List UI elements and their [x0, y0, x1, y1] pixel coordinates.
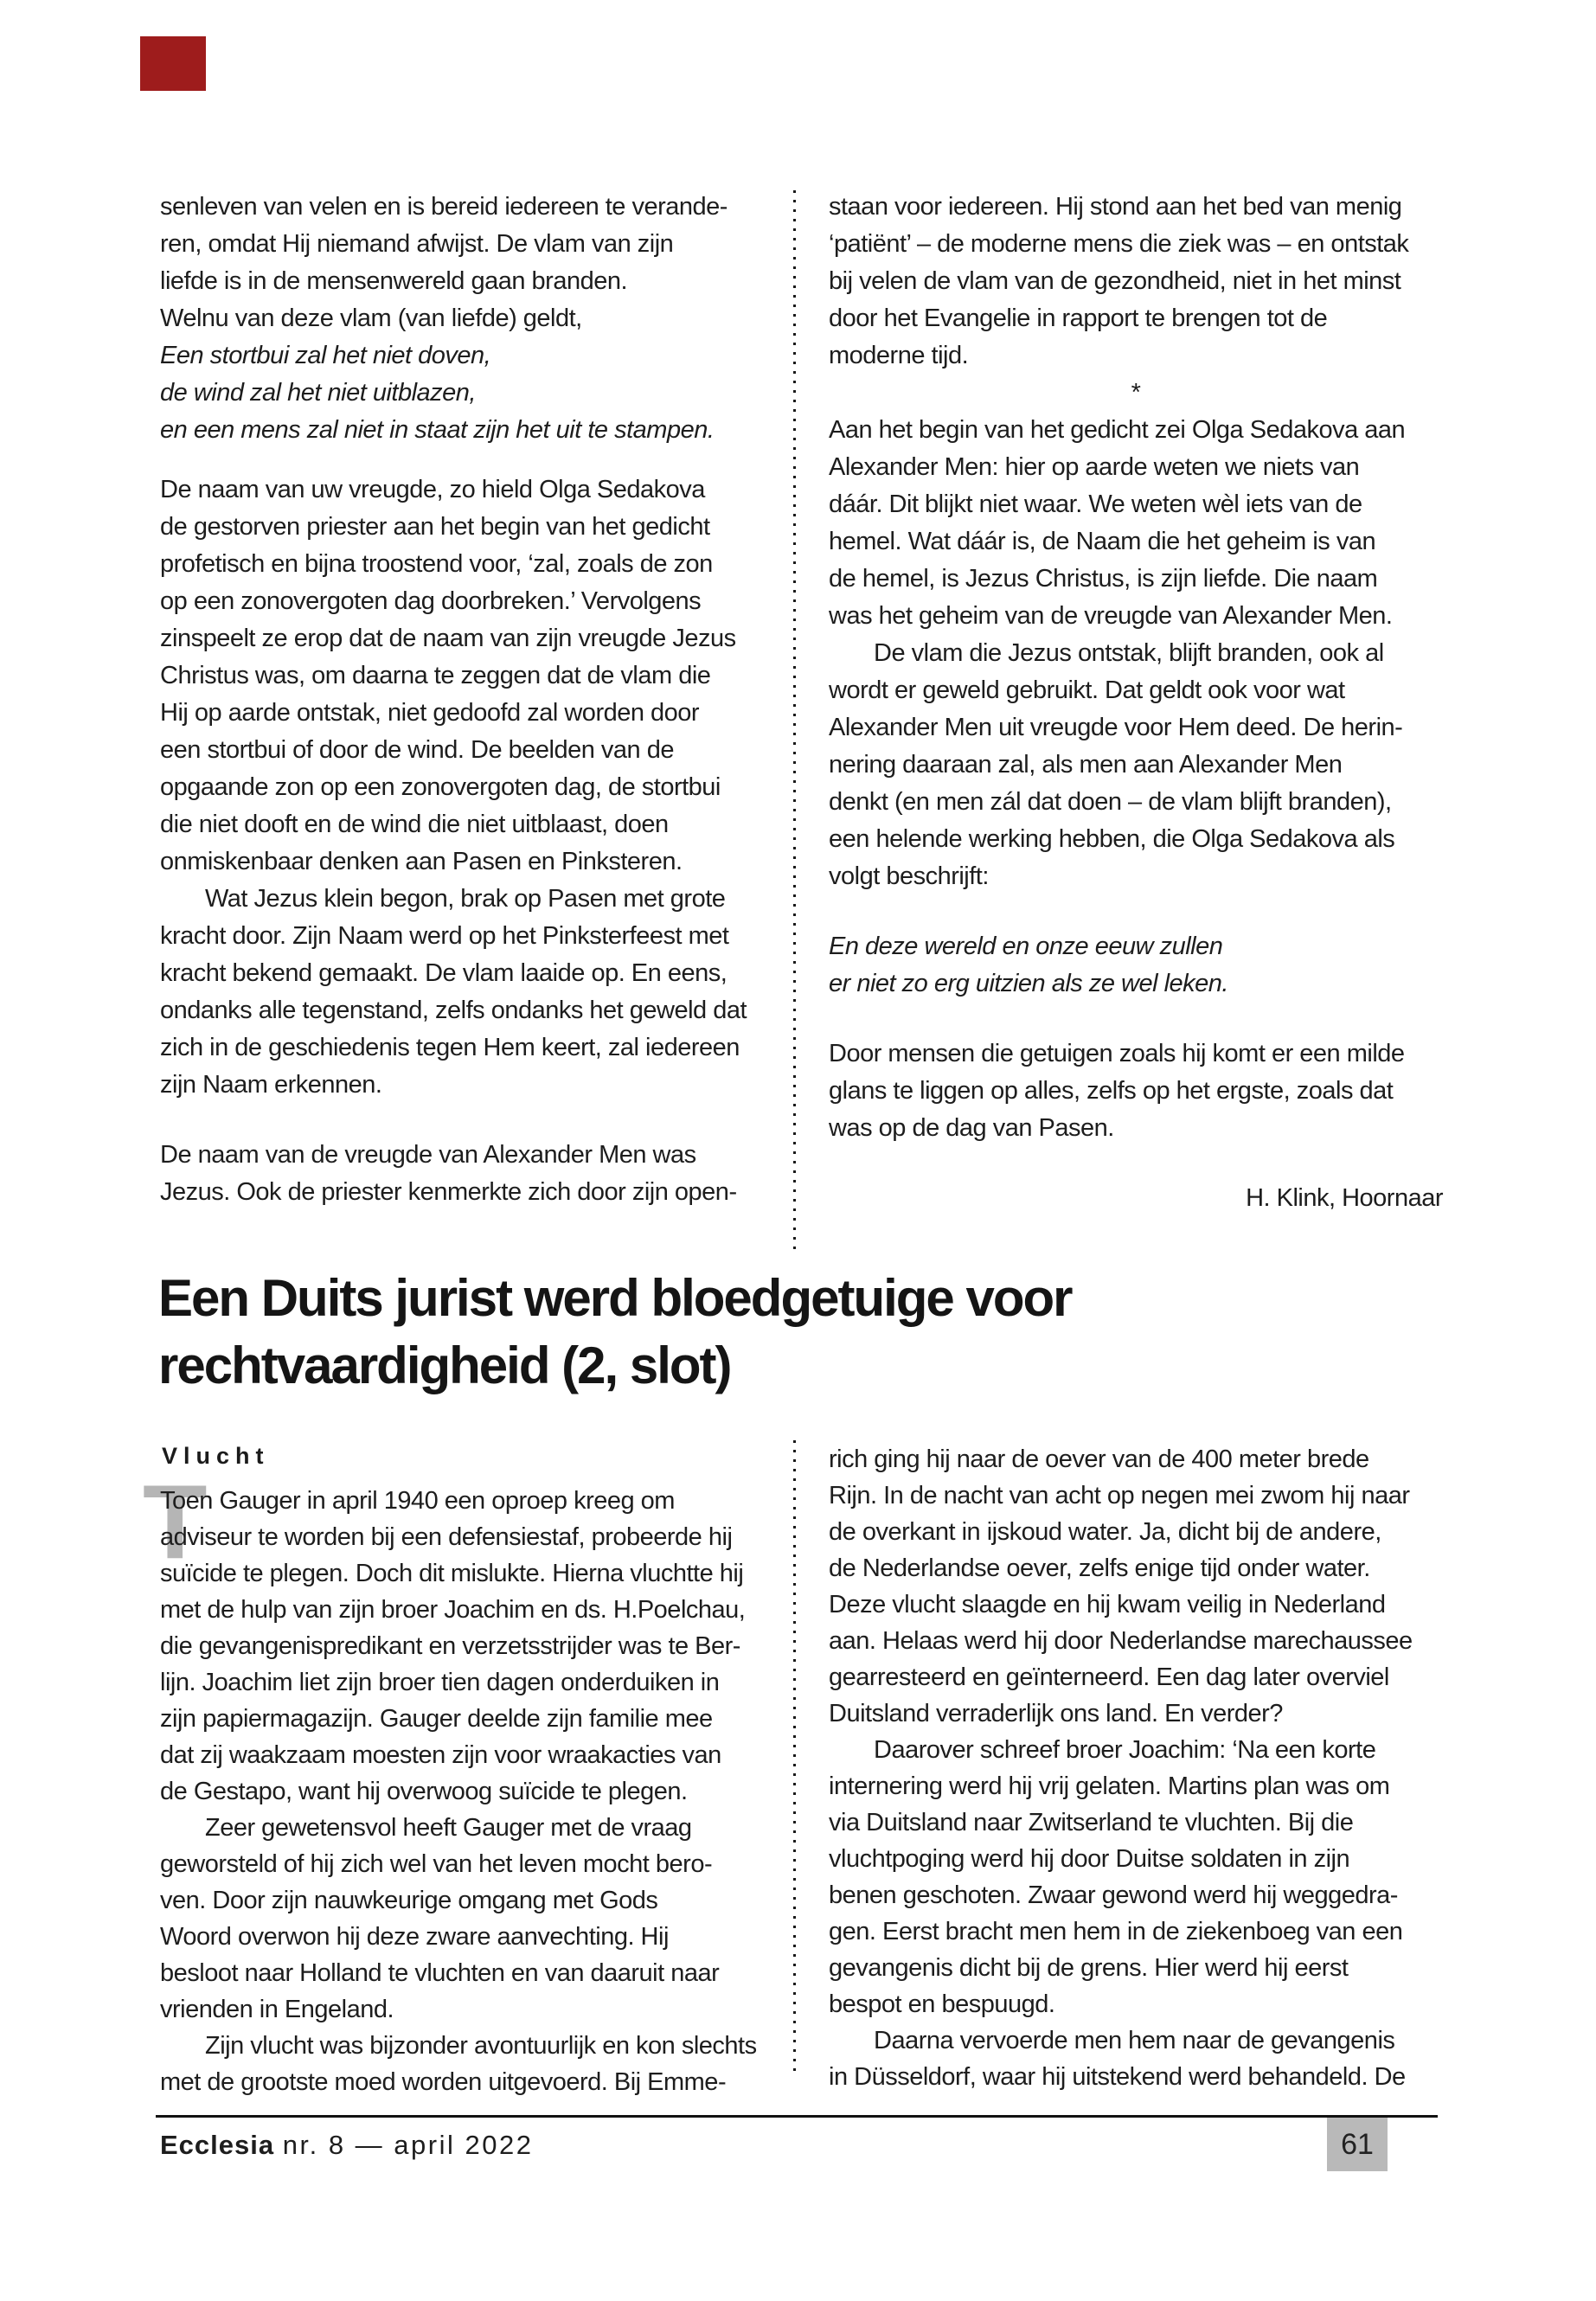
- text-line: in Düsseldorf, waar hij uitstekend werd behandeld. De: [829, 2063, 1406, 2091]
- text-line: adviseur te worden bij een defensiestaf, probeerde hij: [160, 1523, 733, 1551]
- text-line: nering daaraan zal, als men aan Alexander Men: [829, 751, 1343, 779]
- text-line: denkt (en men zál dat doen – de vlam blijft branden),: [829, 788, 1392, 816]
- text-line: de gestorven priester aan het begin van het gedicht: [160, 513, 710, 541]
- text-line: Alexander Men: hier op aarde weten we niets van: [829, 453, 1360, 481]
- footer-issue: nr. 8 — april 2022: [282, 2130, 534, 2160]
- paragraph: [829, 1441, 1443, 1732]
- text-line: ven. Door zijn nauwkeurige omgang met Gods: [160, 1887, 658, 1914]
- text-line: vrienden in Engeland.: [160, 1996, 394, 2023]
- paragraph: [829, 635, 1443, 895]
- text-line: en een mens zal niet in staat zijn het uit te stampen.: [160, 416, 715, 444]
- text-line: kracht door. Zijn Naam werd op het Pinksterfeest met: [160, 922, 729, 950]
- text-line: Alexander Men uit vreugde voor Hem deed. De herin-: [829, 714, 1403, 741]
- text-line: gen. Eerst bracht men hem in de ziekenboeg van een: [829, 1918, 1403, 1945]
- text-line: besloot naar Holland te vluchten en van daaruit naar: [160, 1959, 720, 1987]
- text-line: ren, omdat Hij niemand afwijst. De vlam van zijn: [160, 230, 674, 258]
- paragraph: [829, 412, 1443, 635]
- text-line: de overkant in ijskoud water. Ja, dicht bij de andere,: [829, 1518, 1381, 1546]
- text-line: H. Klink, Hoornaar: [1246, 1184, 1443, 1212]
- text-line: Daarover schreef broer Joachim: ‘Na een korte: [874, 1736, 1376, 1764]
- text-line: senleven van velen en is bereid iedereen te verande-: [160, 193, 727, 221]
- text-line: dáár. Dit blijkt niet waar. We weten wèl iets van de: [829, 490, 1362, 518]
- text-line: de hemel, is Jezus Christus, is zijn liefde. Die naam: [829, 565, 1378, 593]
- text-line: Rijn. In de nacht van acht op negen mei zwom hij naar: [829, 1482, 1410, 1509]
- text-line: moderne tijd.: [829, 342, 969, 369]
- paragraph: [160, 1810, 790, 2028]
- article-heading-line1: Een Duits jurist werd bloedgetuige voor: [158, 1269, 1072, 1327]
- text-line: Door mensen die getuigen zoals hij komt er een milde: [829, 1040, 1405, 1067]
- text-line: Deze vlucht slaagde en hij kwam veilig in Nederland: [829, 1591, 1386, 1618]
- paragraph: [160, 1483, 790, 1810]
- page-number: 61: [1341, 2127, 1374, 2161]
- text-line: geworsteld of hij zich wel van het leven mocht bero-: [160, 1850, 713, 1878]
- text-line: De naam van de vreugde van Alexander Men was: [160, 1141, 696, 1169]
- page-number-badge: [1327, 2118, 1388, 2171]
- text-line: zijn Naam erkennen.: [160, 1071, 382, 1099]
- text-line: profetisch en bijna troostend voor, ‘zal, zoals de zon: [160, 550, 713, 578]
- text-line: de Gestapo, want hij overwoog suïcide te plegen.: [160, 1778, 688, 1805]
- text-line: dat zij waakzaam moesten zijn voor wraakacties van: [160, 1741, 721, 1769]
- text-line: volgt beschrijft:: [829, 862, 989, 890]
- text-line: die niet dooft en de wind die niet uitblaast, doen: [160, 811, 669, 838]
- paragraph: [829, 1180, 1443, 1217]
- dropcap-letter: T: [143, 1463, 208, 1580]
- text-line: staan voor iedereen. Hij stond aan het bed van menig: [829, 193, 1402, 221]
- text-line: met de grootste moed worden uitgevoerd. Bij Emme-: [160, 2068, 727, 2096]
- article-heading-line2: rechtvaardigheid (2, slot): [158, 1336, 731, 1394]
- text-line: benen geschoten. Zwaar gewond werd hij weggedra-: [829, 1881, 1398, 1909]
- article-heading: [158, 1265, 1369, 1400]
- text-line: Zeer gewetensvol heeft Gauger met de vraag: [205, 1814, 692, 1842]
- paragraph: [160, 189, 790, 337]
- paragraph: [829, 1035, 1443, 1147]
- text-line: *: [1131, 379, 1141, 407]
- text-line: opgaande zon op een zonovergoten dag, de stortbui: [160, 773, 721, 801]
- text-line: En deze wereld en onze eeuw zullen: [829, 933, 1223, 960]
- article-top-column-right: [829, 189, 1443, 1217]
- text-line: die gevangenispredikant en verzetsstrijder was te Ber-: [160, 1632, 740, 1660]
- text-line: Jezus. Ook de priester kenmerkte zich door zijn open-: [160, 1178, 737, 1206]
- text-line: De naam van uw vreugde, zo hield Olga Sedakova: [160, 476, 705, 503]
- text-line: gevangenis dicht bij de grens. Hier werd hij eerst: [829, 1954, 1349, 1982]
- text-line: internering werd hij vrij gelaten. Martins plan was om: [829, 1772, 1390, 1800]
- text-line: Hij op aarde ontstak, niet gedoofd zal worden door: [160, 699, 700, 727]
- paragraph: [160, 881, 790, 1104]
- text-line: wordt er geweld gebruikt. Dat geldt ook voor wat: [829, 676, 1345, 704]
- text-line: zich in de geschiedenis tegen Hem keert, zal iedereen: [160, 1034, 740, 1061]
- text-line: onmiskenbaar denken aan Pasen en Pinksteren.: [160, 848, 683, 875]
- paragraph: [160, 1137, 790, 1211]
- text-line: bespot en bespuugd.: [829, 1990, 1055, 2018]
- column-separator-bottom: [793, 1440, 796, 2076]
- text-line: er niet zo erg uitzien als ze wel leken.: [829, 970, 1228, 997]
- text-line: rich ging hij naar de oever van de 400 meter brede: [829, 1445, 1369, 1473]
- text-line: Een stortbui zal het niet doven,: [160, 342, 491, 369]
- paragraph: [160, 337, 790, 449]
- section-kicker: Vlucht: [162, 1443, 270, 1469]
- text-line: Wat Jezus klein begon, brak op Pasen met grote: [205, 885, 726, 913]
- footer-rule: [156, 2115, 1438, 2118]
- text-line: door het Evangelie in rapport te brengen tot de: [829, 304, 1328, 332]
- article-bottom-column-right: [829, 1441, 1443, 2095]
- text-line: met de hulp van zijn broer Joachim en ds. H.Poelchau,: [160, 1596, 746, 1624]
- red-square-decoration: [140, 36, 206, 91]
- text-line: kracht bekend gemaakt. De vlam laaide op. En eens,: [160, 959, 727, 987]
- text-line: gearresteerd en geïnterneerd. Een dag later overviel: [829, 1663, 1389, 1691]
- text-line: Aan het begin van het gedicht zei Olga Sedakova aan: [829, 416, 1406, 444]
- text-line: op een zonovergoten dag doorbreken.’ Vervolgens: [160, 587, 702, 615]
- text-line: de wind zal het niet uitblazen,: [160, 379, 476, 407]
- footer-text: [160, 2130, 533, 2161]
- paragraph: [829, 375, 1443, 412]
- text-line: de Nederlandse oever, zelfs enige tijd onder water.: [829, 1554, 1370, 1582]
- paragraph: [829, 928, 1443, 1003]
- column-separator-top: [793, 190, 796, 1253]
- article-bottom-column-left: [143, 1463, 790, 2100]
- text-line: ondanks alle tegenstand, zelfs ondanks het geweld dat: [160, 997, 747, 1024]
- text-line: was het geheim van de vreugde van Alexander Men.: [829, 602, 1393, 630]
- text-line: Zijn vlucht was bijzonder avontuurlijk en kon slechts: [205, 2032, 757, 2060]
- text-line: De vlam die Jezus ontstak, blijft branden, ook al: [874, 639, 1384, 667]
- paragraph: [160, 2028, 790, 2100]
- text-line: was op de dag van Pasen.: [829, 1114, 1114, 1142]
- text-line: suïcide te plegen. Doch dit mislukte. Hierna vluchtte hij: [160, 1560, 744, 1587]
- text-line: Duitsland verraderlijk ons land. En verder?: [829, 1700, 1283, 1727]
- text-line: vluchtpoging werd hij door Duitse soldaten in zijn: [829, 1845, 1350, 1873]
- text-line: hemel. Wat dáár is, de Naam die het geheim is van: [829, 528, 1376, 555]
- paragraph: [160, 471, 790, 881]
- paragraph: [829, 1732, 1443, 2022]
- text-line: Christus was, om daarna te zeggen dat de vlam die: [160, 662, 711, 689]
- text-line: zijn papiermagazijn. Gauger deelde zijn familie mee: [160, 1705, 713, 1733]
- text-line: een helende werking hebben, die Olga Sedakova als: [829, 825, 1395, 853]
- text-line: Woord overwon hij deze zware aanvechting. Hij: [160, 1923, 669, 1951]
- text-line: Daarna vervoerde men hem naar de gevangenis: [874, 2027, 1395, 2054]
- text-line: via Duitsland naar Zwitserland te vluchten. Bij die: [829, 1809, 1354, 1836]
- text-line: aan. Helaas werd hij door Nederlandse marechaussee: [829, 1627, 1413, 1655]
- article-top-column-left: [160, 189, 790, 1211]
- text-line: ‘patiënt’ – de moderne mens die ziek was – en ontstak: [829, 230, 1409, 258]
- text-line: liefde is in de mensenwereld gaan branden.: [160, 267, 628, 295]
- text-line: Toen Gauger in april 1940 een oproep kreeg om: [160, 1487, 675, 1515]
- footer-brand: Ecclesia: [160, 2130, 275, 2160]
- text-line: Welnu van deze vlam (van liefde) geldt,: [160, 304, 582, 332]
- paragraph: [829, 2022, 1443, 2095]
- text-line: zinspeelt ze erop dat de naam van zijn vreugde Jezus: [160, 625, 736, 652]
- text-line: bij velen de vlam van de gezondheid, niet in het minst: [829, 267, 1401, 295]
- paragraph: [829, 189, 1443, 375]
- text-line: lijn. Joachim liet zijn broer tien dagen onderduiken in: [160, 1669, 720, 1696]
- text-line: glans te liggen op alles, zelfs op het ergste, zoals dat: [829, 1077, 1394, 1105]
- text-line: een stortbui of door de wind. De beelden van de: [160, 736, 674, 764]
